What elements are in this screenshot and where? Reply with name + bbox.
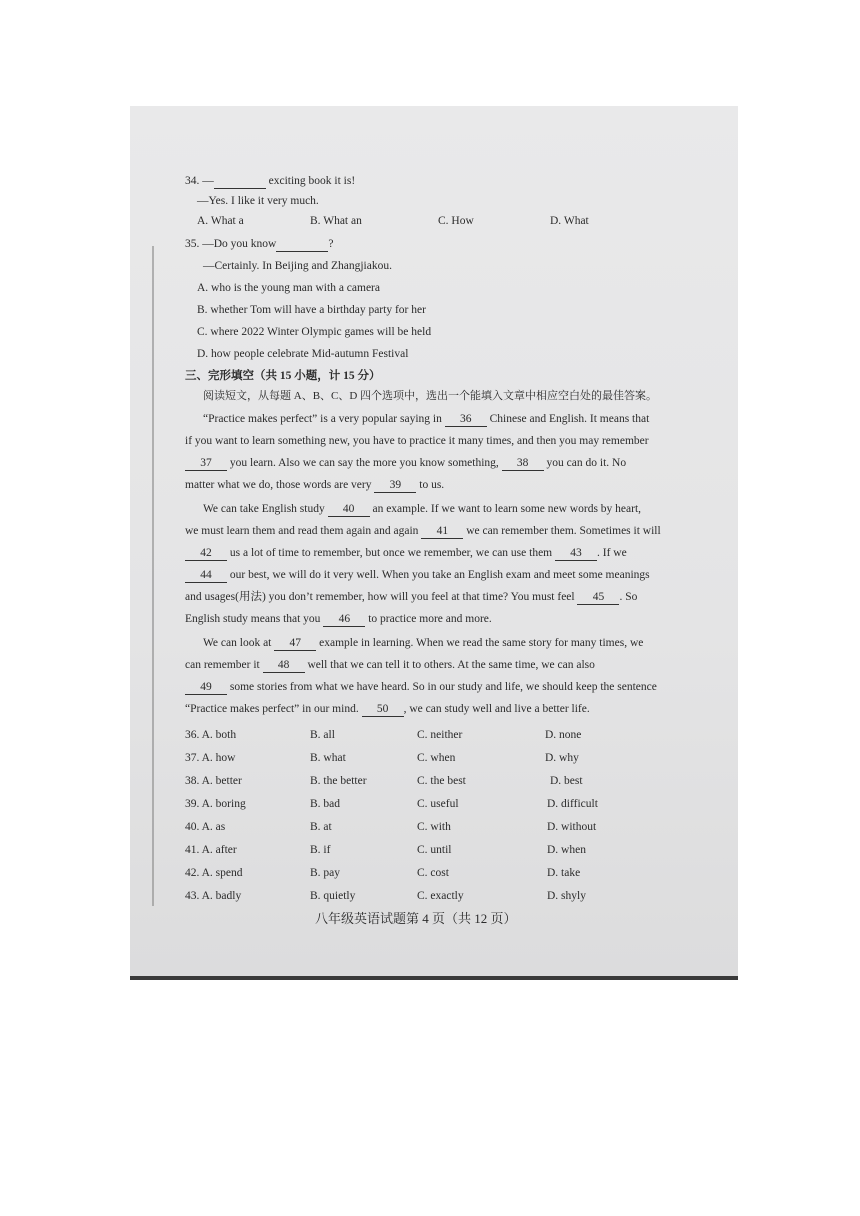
p3-line3 bbox=[185, 680, 657, 695]
q34-prompt bbox=[185, 174, 355, 189]
q34-option-b: B. What an bbox=[310, 215, 362, 227]
choice-42-b: B. pay bbox=[310, 867, 341, 879]
section-instruction: 阅读短文，从每题 A、B、C、D 四个选项中，选出一个能填入文章中相应空白处的最佳答案。 bbox=[203, 390, 658, 402]
blank-50: 50 bbox=[362, 702, 404, 717]
choice-38-c: C. the best bbox=[417, 775, 466, 787]
choice-41-c: C. until bbox=[417, 844, 452, 856]
p2-text-a: We can take English study bbox=[203, 503, 325, 515]
p3-text-g: , we can study well and live a better life. bbox=[403, 703, 590, 715]
blank-39: 39 bbox=[374, 478, 416, 493]
p3-line1 bbox=[203, 636, 643, 651]
blank-44: 44 bbox=[185, 568, 227, 583]
p1-text-e: you can do it. No bbox=[546, 457, 627, 469]
blank-49: 49 bbox=[185, 680, 227, 695]
p2-text-h: and usages(用法) you don’t remember, how will you feel at that time? You must feel bbox=[185, 591, 575, 603]
q35-option-a: A. who is the young man with a camera bbox=[197, 282, 380, 294]
q34-option-d: D. What bbox=[550, 215, 589, 227]
p1-line3 bbox=[185, 456, 626, 471]
choice-43-b: B. quietly bbox=[310, 890, 356, 902]
choice-40-b: B. at bbox=[310, 821, 332, 833]
choice-37-c: C. when bbox=[417, 752, 456, 764]
choice-row-43 bbox=[185, 889, 725, 905]
p1-text-d: you learn. Also we can say the more you know something, bbox=[229, 457, 499, 469]
q35-number: 35. —Do you know bbox=[185, 238, 277, 250]
paper-bottom-edge bbox=[130, 976, 738, 980]
q34-number: 34. — bbox=[185, 175, 214, 187]
choice-36-d: D. none bbox=[545, 729, 582, 741]
p2-line6 bbox=[185, 612, 492, 627]
p2-text-e: us a lot of time to remember, but once we remember, we can use them bbox=[229, 547, 553, 559]
blank-38: 38 bbox=[502, 456, 544, 471]
blank-36: 36 bbox=[445, 412, 487, 427]
p3-text-e: some stories from what we have heard. So in our study and life, we should keep the sentence bbox=[229, 681, 657, 693]
p2-line3 bbox=[185, 546, 627, 561]
q34-blank bbox=[214, 174, 266, 189]
choice-41-a: 41. A. after bbox=[185, 844, 237, 856]
choice-37-a: 37. A. how bbox=[185, 752, 236, 764]
choice-row-40 bbox=[185, 820, 725, 836]
q35-option-d: D. how people celebrate Mid-autumn Festival bbox=[197, 348, 409, 360]
choice-row-42 bbox=[185, 866, 725, 882]
blank-40: 40 bbox=[328, 502, 370, 517]
p3-text-c: can remember it bbox=[185, 659, 260, 671]
p2-text-d: we can remember them. Sometimes it will bbox=[466, 525, 661, 537]
choice-38-b: B. the better bbox=[310, 775, 367, 787]
p1-line1 bbox=[203, 412, 649, 427]
choice-42-d: D. take bbox=[547, 867, 581, 879]
choice-43-a: 43. A. badly bbox=[185, 890, 242, 902]
choice-36-b: B. all bbox=[310, 729, 335, 741]
p2-text-b: an example. If we want to learn some new words by heart, bbox=[372, 503, 642, 515]
p3-text-d: well that we can tell it to others. At the same time, we can also bbox=[307, 659, 595, 671]
choice-row-36 bbox=[185, 728, 725, 744]
p3-text-f: “Practice makes perfect” in our mind. bbox=[185, 703, 359, 715]
choice-row-38 bbox=[185, 774, 725, 790]
p2-text-c: we must learn them and read them again and again bbox=[185, 525, 419, 537]
choice-40-a: 40. A. as bbox=[185, 821, 226, 833]
q35-text: ? bbox=[328, 238, 334, 250]
p2-text-f: . If we bbox=[597, 547, 627, 559]
choice-row-37 bbox=[185, 751, 725, 767]
p2-line5 bbox=[185, 590, 637, 605]
choice-42-a: 42. A. spend bbox=[185, 867, 243, 879]
q35-blank bbox=[276, 237, 328, 252]
p3-text-a: We can look at bbox=[203, 637, 272, 649]
q34-option-c: C. How bbox=[438, 215, 474, 227]
p2-text-j: English study means that you bbox=[185, 613, 321, 625]
q35-option-c: C. where 2022 Winter Olympic games will be held bbox=[197, 326, 432, 338]
choice-39-b: B. bad bbox=[310, 798, 341, 810]
choice-38-d: D. best bbox=[550, 775, 583, 787]
section-title: 三、完形填空（共 15 小题，计 15 分） bbox=[185, 370, 381, 382]
p2-line1 bbox=[203, 502, 641, 517]
blank-47: 47 bbox=[274, 636, 316, 651]
blank-45: 45 bbox=[577, 590, 619, 605]
blank-37: 37 bbox=[185, 456, 227, 471]
blank-43: 43 bbox=[555, 546, 597, 561]
q34-options bbox=[185, 214, 725, 230]
p2-line2 bbox=[185, 524, 661, 539]
choice-38-a: 38. A. better bbox=[185, 775, 242, 787]
q35-option-b: B. whether Tom will have a birthday party for her bbox=[197, 304, 426, 316]
choice-40-d: D. without bbox=[547, 821, 597, 833]
p2-text-i: . So bbox=[619, 591, 638, 603]
exam-page-photo bbox=[130, 106, 738, 978]
choice-43-c: C. exactly bbox=[417, 890, 464, 902]
blank-41: 41 bbox=[421, 524, 463, 539]
choice-37-b: B. what bbox=[310, 752, 346, 764]
choice-39-a: 39. A. boring bbox=[185, 798, 246, 810]
choice-41-b: B. if bbox=[310, 844, 331, 856]
choice-40-c: C. with bbox=[417, 821, 451, 833]
blank-46: 46 bbox=[323, 612, 365, 627]
q34-option-a: A. What a bbox=[197, 215, 244, 227]
q34-text: exciting book it is! bbox=[268, 175, 356, 187]
q35-reply: —Certainly. In Beijing and Zhangjiakou. bbox=[203, 260, 392, 272]
choice-36-a: 36. A. both bbox=[185, 729, 237, 741]
p3-text-b: example in learning. When we read the same story for many times, we bbox=[319, 637, 644, 649]
choice-43-d: D. shyly bbox=[547, 890, 586, 902]
p1-text-a: “Practice makes perfect” is a very popular saying in bbox=[203, 413, 442, 425]
p2-text-g: our best, we will do it very well. When you take an English exam and meet some meanings bbox=[229, 569, 650, 581]
p2-line4 bbox=[185, 568, 650, 583]
p3-line4 bbox=[185, 702, 590, 717]
p1-line2: if you want to learn something new, you have to practice it many times, and then you may remember bbox=[185, 435, 649, 447]
p3-line2 bbox=[185, 658, 595, 673]
blank-42: 42 bbox=[185, 546, 227, 561]
page-footer: 八年级英语试题第 4 页（共 12 页） bbox=[315, 911, 517, 926]
q35-prompt bbox=[185, 237, 333, 252]
choice-row-39 bbox=[185, 797, 725, 813]
choice-42-c: C. cost bbox=[417, 867, 449, 879]
margin-line bbox=[152, 246, 154, 906]
p2-text-k: to practice more and more. bbox=[368, 613, 492, 625]
p1-text-g: to us. bbox=[419, 479, 445, 491]
choice-41-d: D. when bbox=[547, 844, 586, 856]
p1-text-f: matter what we do, those words are very bbox=[185, 479, 372, 491]
choice-39-c: C. useful bbox=[417, 798, 459, 810]
blank-48: 48 bbox=[263, 658, 305, 673]
q34-reply: —Yes. I like it very much. bbox=[197, 195, 319, 207]
choice-row-41 bbox=[185, 843, 725, 859]
choice-36-c: C. neither bbox=[417, 729, 463, 741]
choice-37-d: D. why bbox=[545, 752, 579, 764]
p1-line4 bbox=[185, 478, 444, 493]
choice-39-d: D. difficult bbox=[547, 798, 598, 810]
p1-text-b: Chinese and English. It means that bbox=[489, 413, 650, 425]
